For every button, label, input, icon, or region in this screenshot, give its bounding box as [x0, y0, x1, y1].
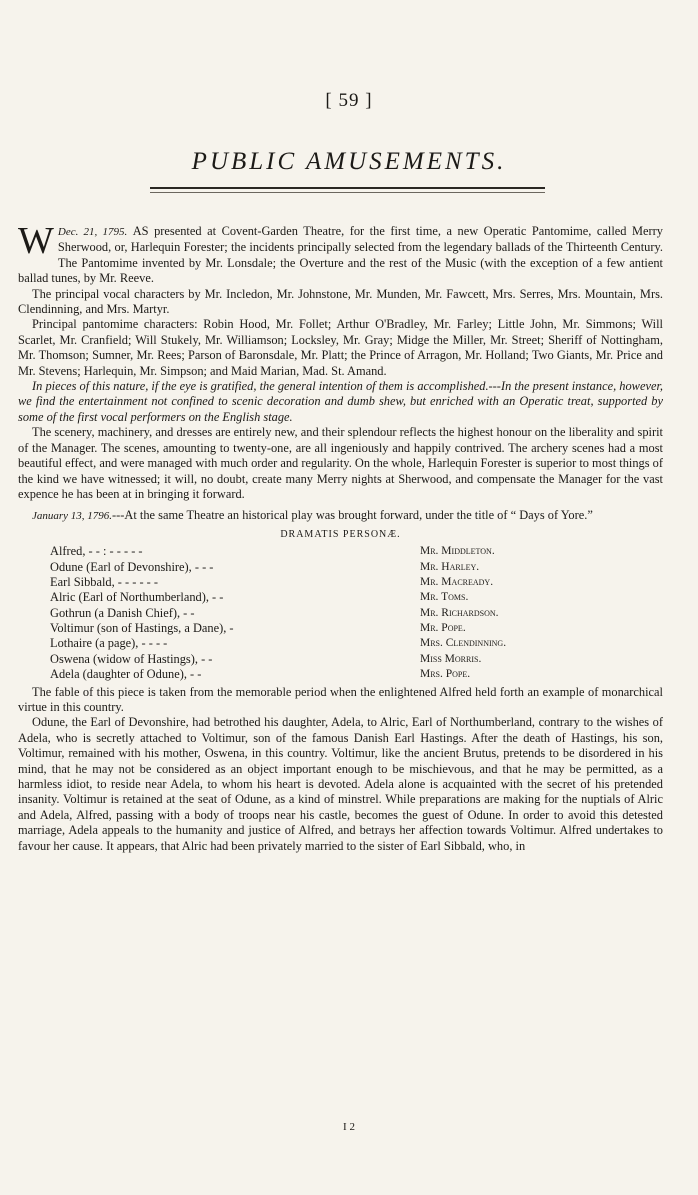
- cast-actor: Mrs. Clendinning.: [420, 637, 507, 650]
- title-rule-thin: [150, 192, 545, 193]
- title-rule: [150, 187, 545, 189]
- cast-actor: Mr. Middleton.: [420, 545, 495, 558]
- cast-row: [18, 560, 663, 575]
- entry-1-pantomime: Principal pantomime characters: Robin Hood, Mr. Follet; Arthur O'Bradley, Mr. Farley; Little John, Mr. Simmons; Will Scarlet, Mr. Cranfield; Will Stukely, Mr. Williamson; Locksley, Mr. Gray; Midge the Miller, Mr. Street; Sheriff of Nottingham, Mr. Thomson; Sumner, Mr. Rees; Parson of Baronsdale, Mr. Platt; the Prince of Arragon, Mr. Holland; Two Giants, Mr. Price and Mr. Stevens; Harlequin, Mr. Simpson; and Maid Marian, Mad. St. Amand.: [18, 317, 663, 378]
- cast-actor: Mr. Toms.: [420, 591, 469, 604]
- cast-row: [18, 636, 663, 651]
- signature-mark: I 2: [343, 1121, 355, 1133]
- entry-1-intro: [18, 220, 663, 287]
- entry-1-scenery: The scenery, machinery, and dresses are entirely new, and their splendour reflects the highest honour on the liberality and spirit of the Manager. The scenes, amounting to twenty-one, are all ingeniously and happily contrived. The archery scenes had a most beautiful effect, and were managed with much order and regularity. On the whole, Harlequin Forester is superior to most things of the kind we have witnessed; it will, no doubt, create many Merry nights at Sherwood, and compensate the Manager for the vast expence he has been at in bringing it forward.: [18, 425, 663, 501]
- entry-2-intro-text: ---At the same Theatre an historical play was brought forward, under the title of “ Days of Yore.”: [112, 508, 593, 523]
- cast-row: [18, 606, 663, 621]
- dramatis-personae-heading: DRAMATIS PERSONÆ.: [280, 528, 401, 540]
- cast-role: Lothaire (a page), - - - -: [50, 636, 168, 651]
- cast-role: Oswena (widow of Hastings), - -: [50, 651, 213, 666]
- entry-2-fable: The fable of this piece is taken from the memorable period when the enlightened Alfred held forth an example of monarchical virtue in this country.: [18, 684, 663, 715]
- entry-1-date: Dec. 21, 1795.: [57, 226, 128, 238]
- cast-actor: Mr. Pope.: [420, 622, 466, 635]
- cast-row: [18, 590, 663, 605]
- cast-actor: Miss Morris.: [420, 652, 482, 665]
- entry-1-commentary: In pieces of this nature, if the eye is gratified, the general intention of them is accomplished.---In the present instance, however, we find the entertainment not confined to scenic decoration and dumb shew, but enriched with an Operatic treat, supported by some of the first vocal performers on the English stage.: [18, 379, 663, 424]
- cast-role: Gothrun (a Danish Chief), - -: [50, 605, 195, 620]
- cast-row: [18, 544, 663, 559]
- drop-cap: W: [18, 220, 54, 262]
- cast-role: Alfred, - - : - - - - -: [50, 544, 143, 559]
- entry-1-intro-text: AS presented at Covent-Garden Theatre, for the first time, a new Operatic Pantomime, called Merry Sherwood, or, Harlequin Forester; the incidents principally selected from the legendary ballads of the Thirteenth Century. The Pantomime invented by Mr. Lonsdale; the Overture and the rest of the Music (with the exception of a few antient ballad tunes, by Mr. Reeve.: [18, 224, 663, 286]
- entry-2-intro: [18, 508, 663, 524]
- cast-actor: Mr. Harley.: [420, 560, 480, 573]
- cast-role: Odune (Earl of Devonshire), - - -: [50, 559, 214, 574]
- cast-actor: Mr. Macready.: [420, 575, 494, 588]
- article-body: [18, 220, 663, 854]
- cast-row: [18, 575, 663, 590]
- entry-2-date: January 13, 1796.: [32, 510, 113, 523]
- page-title: PUBLIC AMUSEMENTS.: [191, 148, 507, 175]
- cast-role: Alric (Earl of Northumberland), - -: [50, 590, 224, 605]
- cast-row: [18, 667, 663, 682]
- cast-list: [18, 544, 663, 683]
- page-number: [ 59 ]: [325, 90, 373, 111]
- cast-row: [18, 621, 663, 636]
- cast-actor: Mrs. Pope.: [420, 668, 471, 681]
- cast-row: [18, 652, 663, 667]
- entry-1-vocal: The principal vocal characters by Mr. Incledon, Mr. Johnstone, Mr. Munden, Mr. Fawcett, Mrs. Serres, Mrs. Mountain, Mrs. Clendinning, and Mrs. Martyr.: [18, 286, 663, 317]
- cast-role: Voltimur (son of Hastings, a Dane), -: [50, 621, 234, 636]
- cast-actor: Mr. Richardson.: [420, 606, 499, 619]
- cast-role: Adela (daughter of Odune), - -: [50, 667, 202, 682]
- entry-2-plot: Odune, the Earl of Devonshire, had betrothed his daughter, Adela, to Alric, Earl of Northumberland, contrary to the wishes of Adela, who is secretly attached to Voltimur, son of the famous Danish Earl Hastings. After the death of Hastings, his son, Voltimur, remained with his mother, Oswena, in this country. Voltimur, like the ancient Brutus, pretends to be disordered in his mind, that he may not be considered as an object important enough to be mischievous, and that he may be permitted, as a harmless idiot, to reside near Adela, to whom his heart is devoted. Adela alone is acquainted with the secret of his pretended insanity. Voltimur is retained at the seat of Odune, as a kind of minstrel. While preparations are making for the nuptials of Alric and Adela, Alfred, passing with a body of troops near his castle, becomes the guest of Odune. In order to avoid this detested marriage, Adela appeals to the humanity and justice of Alfred, and betrays her affection towards Voltimur. Alfred undertakes to favour her cause. It appears, that Alric had been privately married to the sister of Earl Sibbald, who, in: [18, 715, 663, 853]
- cast-role: Earl Sibbald, - - - - - -: [50, 574, 159, 589]
